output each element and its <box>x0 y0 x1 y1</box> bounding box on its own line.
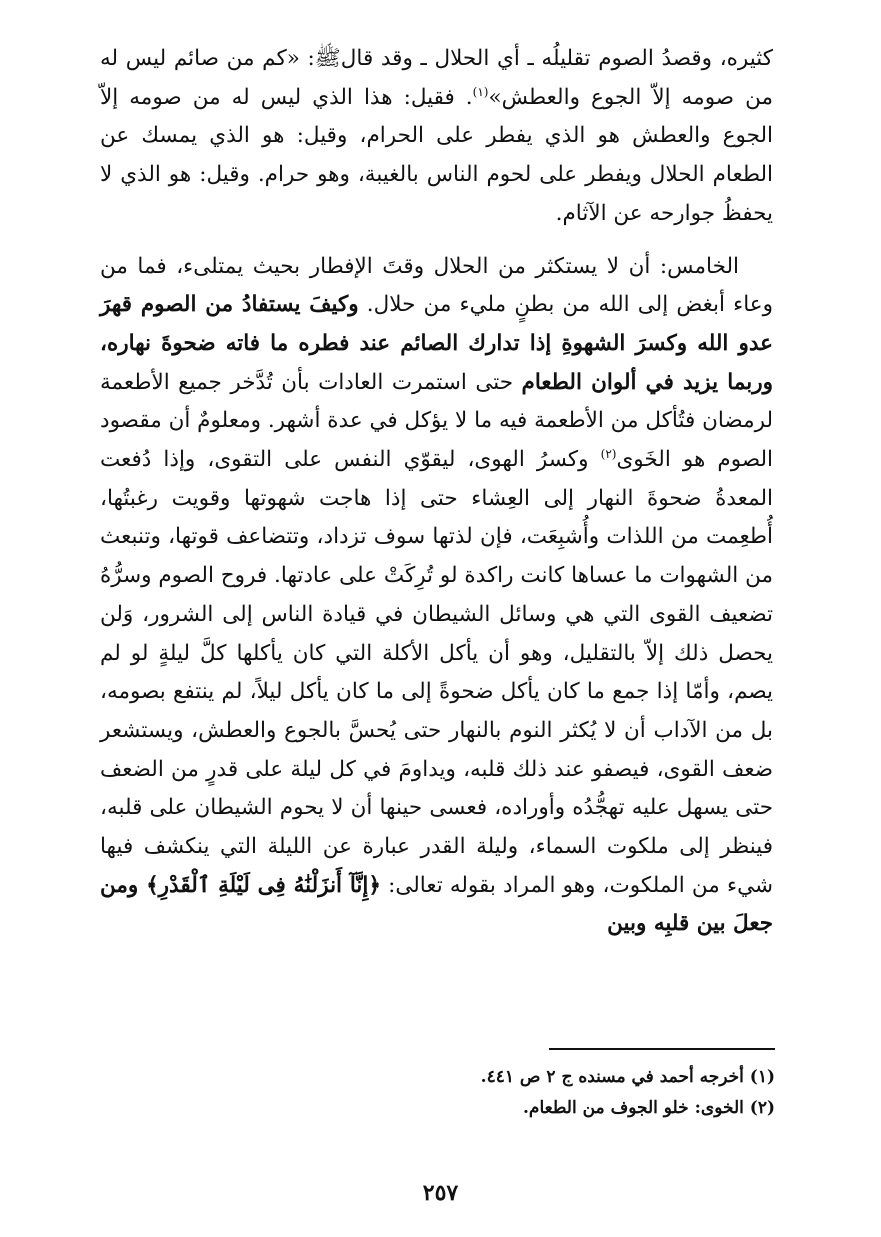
main-text <box>100 40 773 944</box>
footnotes <box>100 1062 775 1124</box>
paragraph-2 <box>100 248 773 945</box>
footnote-marker-1[interactable]: (١) <box>472 84 489 99</box>
paragraph-2-bold-a: وكيفَ يستفادُ من الصوم قهرَ عدو الله وكسرَ الشهوةِ إذا تدارك الصائم عند فطره ما فاته ضحوةَ نهاره، وربما يزيد في ألوان الطعام <box>100 292 773 395</box>
quran-verse-bold: ﴿إِنَّآ أَنزَلْنَٰهُ فِى لَيْلَةِ ٱلْقَدْرِ﴾ ومن جعلَ بين قلبِه وبين <box>100 872 773 937</box>
footnote-1: (١) أخرجه أحمد في مسنده ج ٢ ص ٤٤١. <box>480 1067 775 1087</box>
footnote-2: (٢) الخوى: خلو الجوف من الطعام. <box>523 1098 775 1118</box>
footnote-divider <box>549 1048 775 1050</box>
paragraph-1-hadith: : «كم من صائم ليس له من صومه إلاّ الجوع والعطش» <box>100 46 773 110</box>
salutation-glyph: ﷺ <box>314 46 341 71</box>
paragraph-1-text-b: . فقيل: هذا الذي ليس له من صومه إلاّ الجوع والعطش هو الذي يفطر على الحرام، وقيل: هو الذي يمسك عن الطعام الحلال ويفطر على لحوم الناس بالغيبة، وهو حرام. وقيل: هو الذي لا يحفظُ جوارحه عن الآثام. <box>100 84 773 226</box>
paragraph-2-text-c: وكسرُ الهوى، ليقوّي النفس على التقوى، وإذا دُفعت المعدةُ ضحوةَ النهار إلى العِشاء حتى إذا هاجت شهوتها وقويت رغبتُها، أُطعِمت من اللذات وأُشبِعَت، فإن لذتها سوف تزداد، وتتضاعف قوتها، وتنبعث من الشهوات ما عساها كانت راكدة لو تُرِكَتْ على عادتها. فروح الصوم وسرُّهُ تضعيف القوى التي هي وسائل الشيطان في قيادة الناس إلى الشرور، وَلن يحصل ذلك إلاّ بالتقليل، وهو أن يأكل الأكلة التي كان يأكلها كلَّ ليلةٍ لو لم يصم، وأمّا إذا جمع ما كان يأكل ضحوةً إلى ما كان يأكل ليلاً، لم ينتفع بصومه، بل من الآداب أن لا يُكثر النوم بالنهار حتى يُحسَّ بالجوع والعطش، ويستشعر ضعف القوى، فيصفو عند ذلك قلبه، ويداومَ في كل ليلة على قدرٍ من الضعف حتى يسهل عليه تهجُّدُه وأوراده، فعسى حينها أن لا يحوم الشيطان على قلبه، فينظر إلى ملكوت السماء، وليلة القدر عبارة عن الليلة التي ينكشف فيها شيء من الملكوت، وهو المراد بقوله تعالى: <box>100 447 774 898</box>
paragraph-2-text-b: حتى استمرت العادات بأن تُدَّخر جميع الأطعمة لرمضان فتُأكل من الأطعمة فيه ما لا يؤكل في عدة أشهر. ومعلومٌ أن مقصود الصوم هو الخَوى <box>100 369 773 473</box>
paragraph-1-text-a: كثيره، وقصدُ الصوم تقليلُه ـ أي الحلال ـ وقد قال <box>340 46 773 71</box>
page-number: ٢٥٧ <box>422 1180 459 1206</box>
paragraph-1 <box>100 40 773 234</box>
footnote-marker-2[interactable]: (٢) <box>600 446 617 461</box>
paragraph-2-text-a: الخامس: أن لا يستكثر من الحلال وقتَ الإفطار بحيث يمتلىء، فما من وعاء أبغض إلى الله من بطنٍ مليء من حلال. <box>100 253 773 318</box>
